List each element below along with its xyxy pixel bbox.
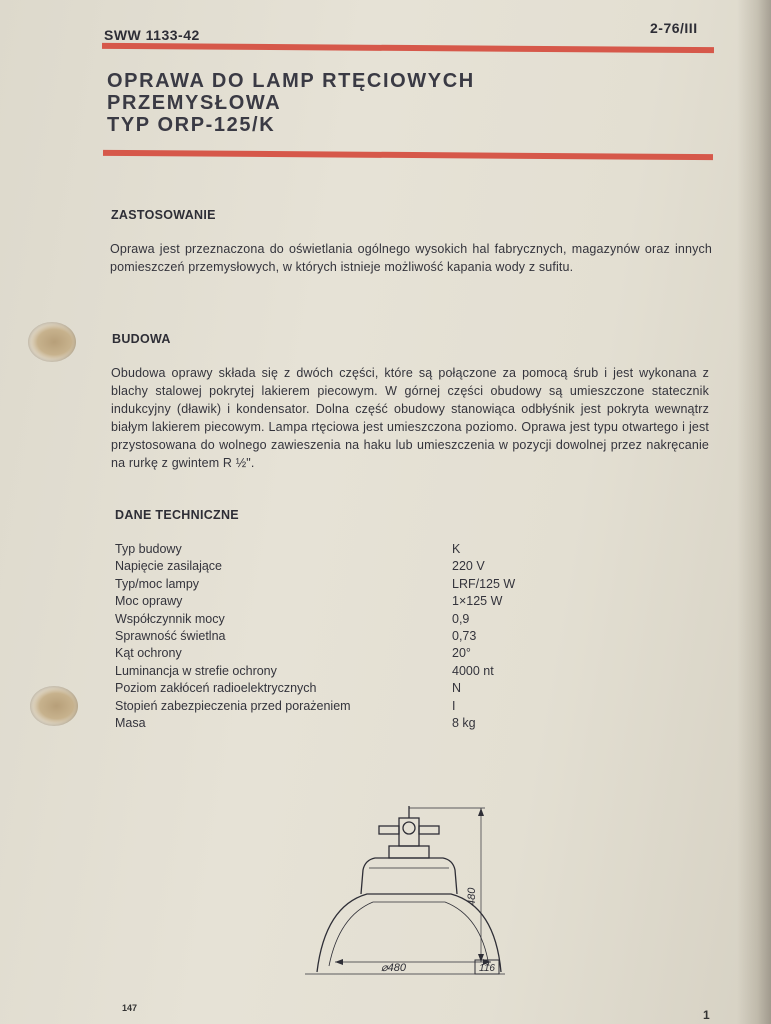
table-row [115,628,595,645]
housing-outline [361,858,457,894]
spec-label: Sprawność świetlna [115,628,226,643]
spec-value: 8 kg [452,715,476,730]
binding-shadow [737,0,771,1024]
punch-hole [30,686,78,726]
reflector-inner [329,902,489,966]
section-text-zastosowanie: Oprawa jest przeznaczona do oświetlania ogólnego wysokich hal fabrycznych, magazynów oraz innych pomieszczeń przemysłowych, w których istnieje możliwość kapania wody z sufitu. [110,242,712,274]
spec-label: Współczynnik mocy [115,611,225,626]
spec-label: Typ/moc lampy [115,576,200,591]
spec-value: LRF/125 W [452,576,516,591]
title-line-3: TYP ORP-125/K [107,114,276,136]
table-row [115,611,595,628]
mount-base [389,846,429,858]
table-row [115,558,595,575]
spec-label: Typ budowy [115,542,182,556]
section-heading-budowa: BUDOWA [112,332,171,346]
right-arm [419,826,439,834]
spec-label: Stopień zabezpieczenia przed porażeniem [115,698,351,713]
section-heading-dane: DANE TECHNICZNE [115,508,239,522]
table-row [115,576,595,593]
table-row [115,680,595,697]
spec-value: 20° [452,646,471,661]
title-line-2: PRZEMYSŁOWA [107,92,282,114]
spec-value: K [452,542,461,556]
diameter-dimension-label: ⌀480 [381,962,406,974]
spec-label: Napięcie zasilające [115,559,223,574]
table-row [115,593,595,610]
spec-label: Masa [115,715,146,730]
spec-value: N [452,681,462,696]
top-red-rule [102,43,714,53]
spec-label: Moc oprawy [115,594,183,609]
page-number: 1 [703,1008,710,1022]
spec-value: 0,9 [452,611,470,626]
spec-label: Kąt ochrony [115,646,182,661]
socket-hole [403,822,415,834]
page-title [107,70,475,136]
spec-label: Luminancja w strefie ochrony [115,663,277,678]
spec-value: 0,73 [452,628,477,643]
dimension-box-label: 116 [479,963,495,974]
luminaire-drawing [305,798,525,984]
left-arm [379,826,399,834]
title-red-rule [103,150,713,160]
table-row [115,715,595,732]
table-row [115,698,595,715]
table-row [115,645,595,662]
catalog-page-number: 147 [122,1003,138,1013]
sheet-code: 2-76/III [650,20,698,36]
spec-label: Poziom zakłóceń radioelektrycznych [115,681,317,696]
spec-value: I [452,698,456,713]
table-row [115,541,595,558]
punch-hole [28,322,76,362]
section-text-budowa: Obudowa oprawy składa się z dwóch części, które są połączone za pomocą śrub i jest wykonana z blachy stalowej pokrytej lakierem piecowym. W górnej części obudowy są umieszczone statecznik indukcyjny (dławik) i kondensator. Dolna część obudowy stanowiąca odbłyśnik jest pokryta wewnątrz białym lakierem piecowym. Lampa rtęciowa jest umieszczona poziomo. Oprawa jest typu otwartego i jest przystosowana do wolnego zawieszenia na haku lub umieszczenia w pozycji dowolnej przez nakręcanie na rurkę z gwintem R ½". [111,366,709,470]
section-heading-zastosowanie: ZASTOSOWANIE [111,208,216,222]
technical-data-table [115,541,595,732]
height-dimension-label: 480 [466,887,478,906]
spec-value: 220 V [452,559,485,574]
table-row [115,663,595,680]
spec-value: 1×125 W [452,594,503,609]
spec-value: 4000 nt [452,663,494,678]
title-line-1: OPRAWA DO LAMP RTĘCIOWYCH [107,70,475,92]
standard-code: SWW 1133-42 [104,27,200,43]
